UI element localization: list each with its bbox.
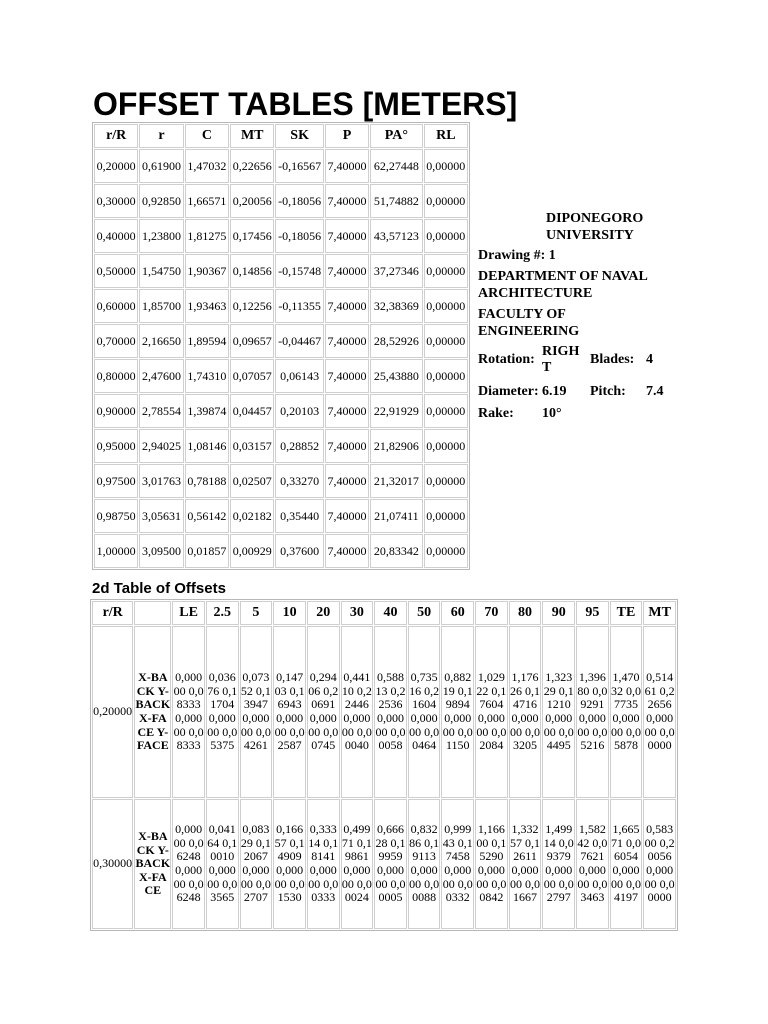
- table2-col-header: 20: [307, 601, 340, 625]
- table-cell: 3,05631: [139, 499, 183, 533]
- table2-col-header: 30: [341, 601, 374, 625]
- table-row: [94, 254, 468, 288]
- table2-col-header: 80: [509, 601, 542, 625]
- table-cell: 2,94025: [139, 429, 183, 463]
- offset-value-cell: 1,33257 0,12611 0,00000 0,01667: [509, 799, 542, 929]
- col-header-c: C: [185, 124, 229, 148]
- table2-row: [92, 799, 676, 929]
- table-cell: 1,89594: [185, 324, 229, 358]
- table-cell: 28,52926: [370, 324, 422, 358]
- table-cell: 0,00000: [424, 534, 468, 568]
- offset-value-cell: 0,66628 0,19959 0,00000 0,00005: [374, 799, 407, 929]
- offset-value-cell: 0,00000 0,08333 0,00000 0,08333: [172, 626, 205, 798]
- table-cell: 0,70000: [94, 324, 138, 358]
- department-name: DEPARTMENT OF NAVAL ARCHITECTURE: [478, 269, 648, 301]
- table-cell: 7,40000: [325, 149, 369, 183]
- table-cell: 0,28852: [275, 429, 323, 463]
- table-cell: 0,20103: [275, 394, 323, 428]
- table-row: [94, 429, 468, 463]
- rake-value: 10°: [542, 406, 562, 421]
- offset-value-cell: 1,39680 0,09291 0,00000 0,05216: [576, 626, 609, 798]
- table-row: [94, 219, 468, 253]
- table-cell: 1,54750: [139, 254, 183, 288]
- table-of-offsets-2d: [90, 599, 678, 931]
- offset-value-cell: 1,16600 0,15290 0,00000 0,00842: [475, 799, 508, 929]
- table-cell: 1,39874: [185, 394, 229, 428]
- table-cell: 21,07411: [370, 499, 422, 533]
- table-cell: 1,47032: [185, 149, 229, 183]
- table-cell: 62,27448: [370, 149, 422, 183]
- table-cell: 0,20056: [230, 184, 274, 218]
- offset-value-cell: 0,83286 0,19113 0,00000 0,00088: [408, 799, 441, 929]
- table-cell: 7,40000: [325, 394, 369, 428]
- offset-value-cell: 1,17626 0,14716 0,00000 0,03205: [509, 626, 542, 798]
- diameter-value: 6.19: [542, 384, 567, 399]
- offset-value-cell: 0,07352 0,13947 0,00000 0,04261: [240, 626, 273, 798]
- diameter-label: Diameter:: [478, 384, 539, 399]
- pitch-label: Pitch:: [590, 384, 626, 399]
- table-cell: 0,00000: [424, 254, 468, 288]
- table-cell: 7,40000: [325, 499, 369, 533]
- offset-value-cell: 1,58242 0,07621 0,00000 0,03463: [576, 799, 609, 929]
- offset-value-cell: 0,44110 0,22446 0,00000 0,00040: [341, 626, 374, 798]
- table-cell: 0,03157: [230, 429, 274, 463]
- table2-col-header: 90: [542, 601, 575, 625]
- table-cell: 0,37600: [275, 534, 323, 568]
- table-cell: 0,35440: [275, 499, 323, 533]
- offset-value-cell: 1,66571 0,06054 0,00000 0,04197: [610, 799, 643, 929]
- table-cell: 7,40000: [325, 359, 369, 393]
- offset-value-cell: 0,49971 0,19861 0,00000 0,00024: [341, 799, 374, 929]
- table-cell: 0,00000: [424, 499, 468, 533]
- table-cell: 32,38369: [370, 289, 422, 323]
- table2-col-header: TE: [610, 601, 643, 625]
- table-cell: 0,00000: [424, 149, 468, 183]
- table-cell: -0,16567: [275, 149, 323, 183]
- offset-table-body: [94, 149, 468, 568]
- table2-title: 2d Table of Offsets: [92, 580, 226, 597]
- table2-col-header: 50: [408, 601, 441, 625]
- table-cell: 0,00929: [230, 534, 274, 568]
- table-cell: 0,00000: [424, 429, 468, 463]
- table-cell: 0,00000: [424, 394, 468, 428]
- table2-header-row: [92, 601, 676, 625]
- offset-value-cell: 1,02922 0,17604 0,00000 0,02084: [475, 626, 508, 798]
- table-cell: -0,15748: [275, 254, 323, 288]
- radius-ratio-cell: 0,30000: [92, 799, 133, 929]
- table-cell: 2,47600: [139, 359, 183, 393]
- offset-value-cell: 1,47032 0,07735 0,00000 0,05878: [610, 626, 643, 798]
- table-cell: 0,80000: [94, 359, 138, 393]
- table-cell: 0,12256: [230, 289, 274, 323]
- table-cell: 7,40000: [325, 429, 369, 463]
- offset-value-cell: 0,33314 0,18141 0,00000 0,00333: [307, 799, 340, 929]
- table-cell: 0,60000: [94, 289, 138, 323]
- offset-value-cell: 0,58813 0,22536 0,00000 0,00058: [374, 626, 407, 798]
- coordinate-labels-cell: X-BACK Y-BACK X-FACE: [134, 799, 171, 929]
- table-cell: 0,50000: [94, 254, 138, 288]
- table-cell: -0,18056: [275, 184, 323, 218]
- table-cell: 2,16650: [139, 324, 183, 358]
- table-cell: 25,43880: [370, 359, 422, 393]
- table-cell: 0,40000: [94, 219, 138, 253]
- drawing-number: Drawing #: 1: [478, 248, 556, 263]
- table2-col-header: LE: [172, 601, 205, 625]
- table-cell: 51,74882: [370, 184, 422, 218]
- table2-col-header: 2.5: [206, 601, 239, 625]
- table-cell: 1,00000: [94, 534, 138, 568]
- table-cell: 0,00000: [424, 184, 468, 218]
- table-cell: 1,74310: [185, 359, 229, 393]
- radius-ratio-cell: 0,20000: [92, 626, 133, 798]
- table-cell: 0,78188: [185, 464, 229, 498]
- offset-value-cell: 0,08329 0,12067 0,00000 0,02707: [240, 799, 273, 929]
- table2-col-header: 40: [374, 601, 407, 625]
- offset-value-cell: 0,58300 0,20056 0,00000 0,00000: [643, 799, 676, 929]
- table-cell: 3,09500: [139, 534, 183, 568]
- table-cell: 0,02182: [230, 499, 274, 533]
- col-header-pa: PA°: [370, 124, 422, 148]
- offset-value-cell: 0,00000 0,06248 0,00000 0,06248: [172, 799, 205, 929]
- table-cell: -0,11355: [275, 289, 323, 323]
- table-cell: 7,40000: [325, 184, 369, 218]
- table-cell: 0,30000: [94, 184, 138, 218]
- table-cell: 7,40000: [325, 219, 369, 253]
- table-cell: 0,14856: [230, 254, 274, 288]
- table-cell: 21,82906: [370, 429, 422, 463]
- table-cell: 0,01857: [185, 534, 229, 568]
- col-header-sk: SK: [275, 124, 323, 148]
- table-cell: -0,04467: [275, 324, 323, 358]
- col-header-rl: RL: [424, 124, 468, 148]
- table-cell: 1,81275: [185, 219, 229, 253]
- rotation-value: RIGHT: [542, 344, 580, 375]
- table-cell: -0,18056: [275, 219, 323, 253]
- table-cell: 0,98750: [94, 499, 138, 533]
- col-header-r: r: [139, 124, 183, 148]
- offset-value-cell: 1,49914 0,09379 0,00000 0,02797: [542, 799, 575, 929]
- offset-value-cell: 0,16657 0,14909 0,00000 0,01530: [273, 799, 306, 929]
- table-cell: 1,93463: [185, 289, 229, 323]
- table-cell: 7,40000: [325, 534, 369, 568]
- table-cell: 0,97500: [94, 464, 138, 498]
- table-cell: 3,01763: [139, 464, 183, 498]
- table-cell: 1,85700: [139, 289, 183, 323]
- table-row: [94, 149, 468, 183]
- offset-value-cell: 0,51461 0,22656 0,00000 0,00000: [643, 626, 676, 798]
- table-cell: 0,00000: [424, 324, 468, 358]
- table-cell: 0,02507: [230, 464, 274, 498]
- table-cell: 0,00000: [424, 219, 468, 253]
- pitch-value: 7.4: [646, 384, 664, 399]
- table-cell: 0,33270: [275, 464, 323, 498]
- blades-label: Blades:: [590, 352, 635, 367]
- table-row: [94, 184, 468, 218]
- table2-col-header: MT: [643, 601, 676, 625]
- table2-col-header: r/R: [92, 601, 133, 625]
- table2-col-header: 60: [441, 601, 474, 625]
- col-header-mt: MT: [230, 124, 274, 148]
- table-row: [94, 324, 468, 358]
- offset-value-cell: 0,88219 0,19894 0,00000 0,01150: [441, 626, 474, 798]
- title-block: [478, 210, 668, 422]
- offset-value-cell: 0,14703 0,16943 0,00000 0,02587: [273, 626, 306, 798]
- rake-label: Rake:: [478, 406, 514, 421]
- coordinate-labels-cell: X-BACK Y-BACK X-FACE Y-FACE: [134, 626, 171, 798]
- table2-col-header: 70: [475, 601, 508, 625]
- col-header-r-over-r: r/R: [94, 124, 138, 148]
- table-row: [94, 464, 468, 498]
- rotation-label: Rotation:: [478, 352, 535, 367]
- table-cell: 7,40000: [325, 324, 369, 358]
- faculty-name: FACULTY OF ENGINEERING: [478, 307, 580, 339]
- offset-table-header-row: [94, 124, 468, 148]
- offset-value-cell: 0,99943 0,17458 0,00000 0,00332: [441, 799, 474, 929]
- propeller-spec: [478, 344, 668, 422]
- table-row: [94, 534, 468, 568]
- table-row: [94, 394, 468, 428]
- table-row: [94, 499, 468, 533]
- table2-col-header: [134, 601, 171, 625]
- table-cell: 0,90000: [94, 394, 138, 428]
- table-cell: 1,23800: [139, 219, 183, 253]
- table-cell: 0,95000: [94, 429, 138, 463]
- page-title: OFFSET TABLES [METERS]: [93, 86, 518, 122]
- table-cell: 1,66571: [185, 184, 229, 218]
- table-cell: 21,32017: [370, 464, 422, 498]
- table-cell: 0,17456: [230, 219, 274, 253]
- table-cell: 0,22656: [230, 149, 274, 183]
- table-cell: 0,04457: [230, 394, 274, 428]
- table-cell: 22,91929: [370, 394, 422, 428]
- table2-col-header: 5: [240, 601, 273, 625]
- offset-value-cell: 0,73516 0,21604 0,00000 0,00464: [408, 626, 441, 798]
- col-header-p: P: [325, 124, 369, 148]
- table-cell: 1,90367: [185, 254, 229, 288]
- table-cell: 7,40000: [325, 464, 369, 498]
- table-cell: 0,56142: [185, 499, 229, 533]
- table-cell: 1,08146: [185, 429, 229, 463]
- table-cell: 0,00000: [424, 359, 468, 393]
- table-cell: 0,09657: [230, 324, 274, 358]
- table-cell: 2,78554: [139, 394, 183, 428]
- table-cell: 0,06143: [275, 359, 323, 393]
- offset-table: [92, 122, 470, 570]
- university-name: DIPONEGORO UNIVERSITY: [546, 211, 644, 243]
- offset-value-cell: 1,32329 0,11210 0,00000 0,04495: [542, 626, 575, 798]
- table-cell: 0,20000: [94, 149, 138, 183]
- offset-value-cell: 0,04164 0,10010 0,00000 0,03565: [206, 799, 239, 929]
- table-cell: 0,92850: [139, 184, 183, 218]
- table2-body: [92, 626, 676, 929]
- blades-value: 4: [646, 352, 653, 367]
- table-cell: 0,00000: [424, 464, 468, 498]
- offset-value-cell: 0,03676 0,11704 0,00000 0,05375: [206, 626, 239, 798]
- table2-row: [92, 626, 676, 798]
- table-cell: 0,07057: [230, 359, 274, 393]
- table2-col-header: 10: [273, 601, 306, 625]
- table-cell: 43,57123: [370, 219, 422, 253]
- table-cell: 0,61900: [139, 149, 183, 183]
- table-cell: 37,27346: [370, 254, 422, 288]
- table-row: [94, 359, 468, 393]
- table-cell: 7,40000: [325, 289, 369, 323]
- table2-col-header: 95: [576, 601, 609, 625]
- offset-value-cell: 0,29406 0,20691 0,00000 0,00745: [307, 626, 340, 798]
- table-cell: 0,00000: [424, 289, 468, 323]
- table-row: [94, 289, 468, 323]
- table-cell: 20,83342: [370, 534, 422, 568]
- table-cell: 7,40000: [325, 254, 369, 288]
